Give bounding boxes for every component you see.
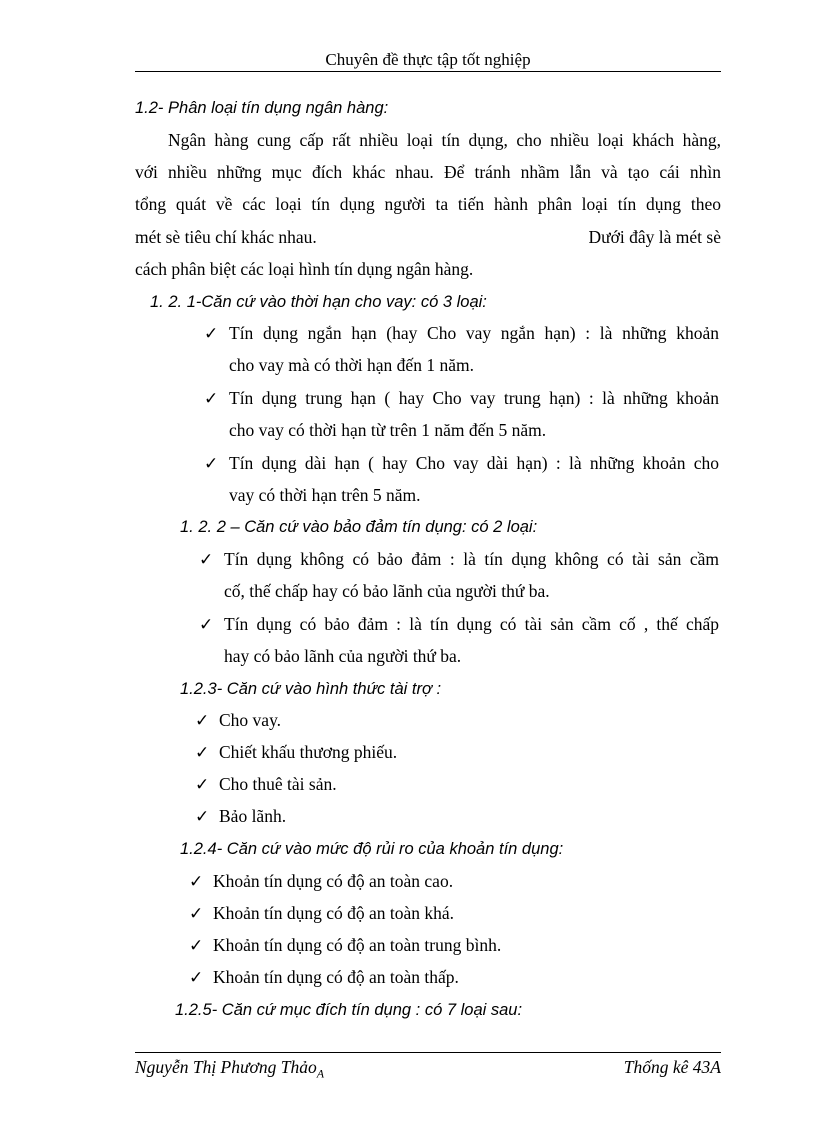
sub1-heading: 1. 2. 1-Căn cứ vào thời hạn cho vay: có 3 loại: (150, 293, 487, 311)
sub3-item-4: Bảo lãnh. (219, 806, 287, 826)
sub3-heading: 1.2.3- Căn cứ vào hình thức tài trợ : (180, 680, 442, 698)
section-heading: 1.2- Phân loại tín dụng ngân hàng: (135, 99, 389, 117)
sub5-heading: 1.2.5- Căn cứ mục đích tín dụng : có 7 loại sau: (175, 1001, 523, 1019)
list-item (195, 805, 286, 828)
sub2-item-2-line-2: hay có bảo lãnh của người thứ ba. (224, 646, 462, 666)
list-item (195, 741, 397, 764)
intro-line-4-left: mét sè tiêu chí khác nhau. (135, 227, 317, 247)
sub2-heading: 1. 2. 2 – Căn cứ vào bảo đảm tín dụng: có 2 loại: (180, 518, 538, 536)
list-item (204, 452, 228, 475)
sub4-item-1: Khoản tín dụng có độ an toàn cao. (213, 871, 454, 891)
header-title: Chuyên đề thực tập tốt nghiệp (325, 50, 531, 69)
sub1-item-3-line-2: vay có thời hạn trên 5 năm. (229, 485, 421, 505)
checkmark-icon: ✓ (199, 615, 214, 634)
sub4-item-4: Khoản tín dụng có độ an toàn thấp. (213, 967, 459, 987)
checkmark-icon: ✓ (204, 389, 219, 408)
intro-line-4-right: Dưới đây là mét sè (588, 227, 721, 247)
sub4-item-2: Khoản tín dụng có độ an toàn khá. (213, 903, 455, 923)
list-item (189, 934, 501, 957)
checkmark-icon: ✓ (189, 872, 204, 891)
checkmark-icon: ✓ (204, 324, 219, 343)
checkmark-icon: ✓ (189, 936, 204, 955)
intro-line-4 (135, 226, 721, 248)
sub1-item-2-line-1: Tín dụng trung hạn ( hay Cho vay trung hạn) : là những khoản (229, 388, 719, 408)
checkmark-icon: ✓ (195, 775, 210, 794)
sub2-item-1-line-2: cố, thế chấp hay có bảo lãnh của người thứ ba. (224, 581, 550, 601)
header-rule (135, 71, 721, 72)
footer-class: Thống kê 43A (623, 1057, 721, 1077)
list-item (199, 548, 223, 571)
list-item (204, 387, 228, 410)
list-item (195, 709, 281, 732)
sub4-item-3: Khoản tín dụng có độ an toàn trung bình. (213, 935, 502, 955)
intro-line-5: cách phân biệt các loại hình tín dụng ngân hàng. (135, 259, 474, 279)
checkmark-icon: ✓ (189, 904, 204, 923)
list-item (189, 966, 459, 989)
list-item (199, 613, 223, 636)
list-item (204, 322, 228, 345)
sub3-item-3: Cho thuê tài sản. (219, 774, 337, 794)
checkmark-icon: ✓ (195, 711, 210, 730)
footer-author-sub: A (316, 1066, 325, 1081)
footer-author (135, 1057, 324, 1082)
sub3-item-1: Cho vay. (219, 710, 282, 730)
sub2-item-2-line-1: Tín dụng có bảo đảm : là tín dụng có tài sản cầm cố , thế chấp (224, 614, 719, 634)
intro-line-2: với nhiều những mục đích khác nhau. Để tránh nhầm lẫn và tạo cái nhìn (135, 162, 721, 182)
checkmark-icon: ✓ (195, 743, 210, 762)
sub1-item-1-line-1: Tín dụng ngắn hạn (hay Cho vay ngắn hạn) : là những khoản (229, 323, 719, 343)
sub1-item-1-line-2: cho vay mà có thời hạn đến 1 năm. (229, 355, 474, 375)
sub1-item-3-line-1: Tín dụng dài hạn ( hay Cho vay dài hạn) : là những khoản cho (229, 453, 719, 473)
checkmark-icon: ✓ (189, 968, 204, 987)
checkmark-icon: ✓ (199, 550, 214, 569)
list-item (189, 870, 453, 893)
checkmark-icon: ✓ (204, 454, 219, 473)
sub4-heading: 1.2.4- Căn cứ vào mức độ rủi ro của khoản tín dụng: (180, 840, 564, 858)
intro-line-3: tổng quát về các loại tín dụng người ta tiến hành phân loại tín dụng theo (135, 194, 721, 214)
footer-author-name: Nguyễn Thị Phương Thảo (135, 1057, 317, 1077)
list-item (195, 773, 337, 796)
sub1-item-2-line-2: cho vay có thời hạn từ trên 1 năm đến 5 năm. (229, 420, 547, 440)
intro-line-1: Ngân hàng cung cấp rất nhiều loại tín dụng, cho nhiều loại khách hàng, (168, 130, 721, 150)
checkmark-icon: ✓ (195, 807, 210, 826)
sub2-item-1-line-1: Tín dụng không có bảo đảm : là tín dụng không có tài sản cầm (224, 549, 719, 569)
footer-rule (135, 1052, 721, 1053)
list-item (189, 902, 454, 925)
sub3-item-2: Chiết khấu thương phiếu. (219, 742, 398, 762)
